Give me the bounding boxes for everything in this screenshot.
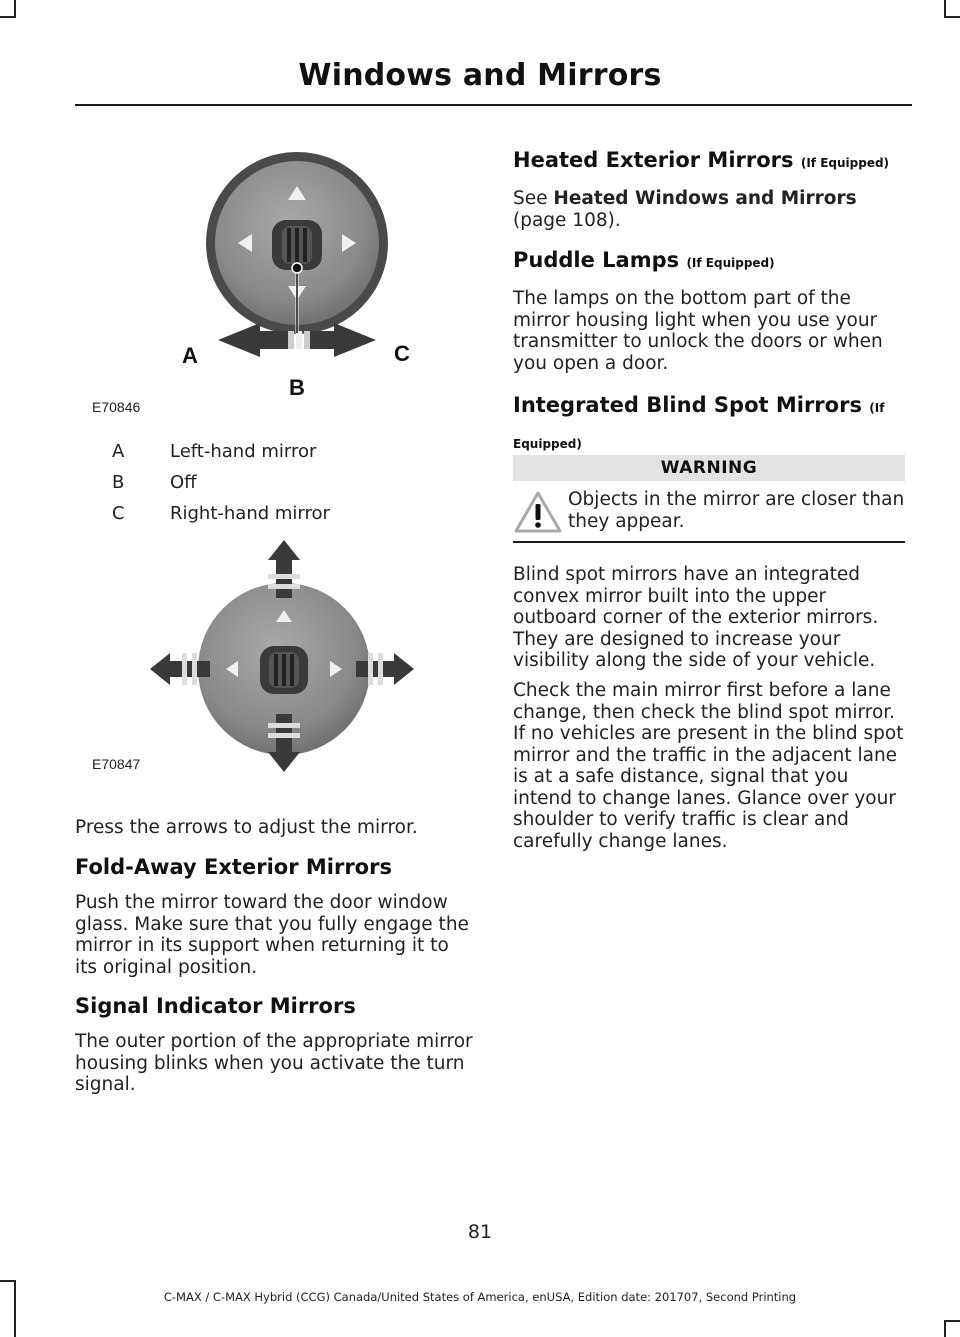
label-b: B — [289, 375, 305, 400]
warning-text: Objects in the mirror are closer than they appear. — [568, 489, 905, 532]
blind-spot-text-2: Check the main mirror first before a lane change, then check the blind spot mirror. If no vehicles are present in the blind spot mirror and the traffic in the adjacent lane is at a safe distance, signal that you intend to change lanes. Glance over your shoulder to verify traffic is clear and carefully change lanes. — [513, 680, 904, 852]
header-rule — [75, 104, 912, 106]
page-number: 81 — [467, 1221, 493, 1243]
blind-spot-heading — [513, 389, 893, 461]
figure-key — [112, 436, 330, 529]
footer-text: C-MAX / C-MAX Hybrid (CCG) Canada/United States of America, enUSA, Edition date: 201707, Second Printing — [163, 1290, 797, 1304]
warning-rule — [513, 541, 905, 543]
mirror-control-figure — [150, 150, 450, 400]
if-equipped-note: (If Equipped) — [513, 401, 885, 451]
figure-code: E70846 — [92, 399, 141, 415]
fold-away-heading: Fold-Away Exterior Mirrors — [75, 855, 392, 879]
if-equipped-note: (If Equipped) — [686, 256, 775, 270]
blind-spot-text-1: Blind spot mirrors have an integrated convex mirror built into the upper outboard corner of the exterior mirrors. They are designed to increase your visibility along the side of your vehicle. — [513, 564, 879, 671]
crop-mark — [0, 1280, 16, 1282]
key-letter: B — [112, 472, 125, 493]
heated-mirrors-heading — [513, 148, 908, 172]
warning-title: WARNING — [513, 455, 905, 481]
puddle-lamps-text: The lamps on the bottom part of the mirror housing light when you use your transmitter to unlock the doors or when you open a door. — [513, 288, 883, 374]
crop-mark — [944, 16, 960, 18]
signal-indicator-heading: Signal Indicator Mirrors — [75, 994, 356, 1018]
puddle-lamps-heading — [513, 248, 908, 272]
key-text: Left-hand mirror — [170, 441, 317, 462]
key-text: Right-hand mirror — [170, 503, 330, 524]
fold-away-text: Push the mirror toward the door window glass. Make sure that you fully engage the mirror in its support when returning it to its original position. — [75, 892, 469, 978]
key-letter: A — [112, 441, 125, 462]
key-letter: C — [112, 503, 125, 524]
label-a: A — [182, 343, 198, 368]
if-equipped-note: (If Equipped) — [800, 156, 890, 170]
mirror-adjust-figure — [150, 538, 420, 774]
key-row — [112, 436, 330, 467]
warning-triangle-icon — [513, 490, 563, 534]
page-ref-text: (page 108). — [513, 209, 621, 231]
crop-mark — [944, 1320, 946, 1337]
heading-text: Puddle Lamps — [513, 248, 680, 272]
crop-mark — [14, 1280, 16, 1337]
heated-windows-link[interactable]: Heated Windows and Mirrors — [553, 188, 857, 209]
crop-mark — [944, 1320, 960, 1322]
heated-mirrors-text — [513, 188, 908, 231]
page-title: Windows and Mirrors — [298, 58, 662, 93]
heading-text: Heated Exterior Mirrors — [513, 148, 794, 172]
label-c: C — [394, 341, 410, 366]
figure-code: E70847 — [92, 756, 141, 772]
heading-text: Integrated Blind Spot Mirrors — [513, 393, 862, 417]
signal-indicator-text: The outer portion of the appropriate mirror housing blinks when you activate the turn signal. — [75, 1031, 473, 1095]
press-arrows-text: Press the arrows to adjust the mirror. — [75, 817, 418, 838]
key-row — [112, 498, 330, 529]
key-row — [112, 467, 330, 498]
crop-mark — [0, 16, 16, 18]
key-text: Off — [170, 472, 197, 493]
see-text: See — [513, 188, 548, 209]
